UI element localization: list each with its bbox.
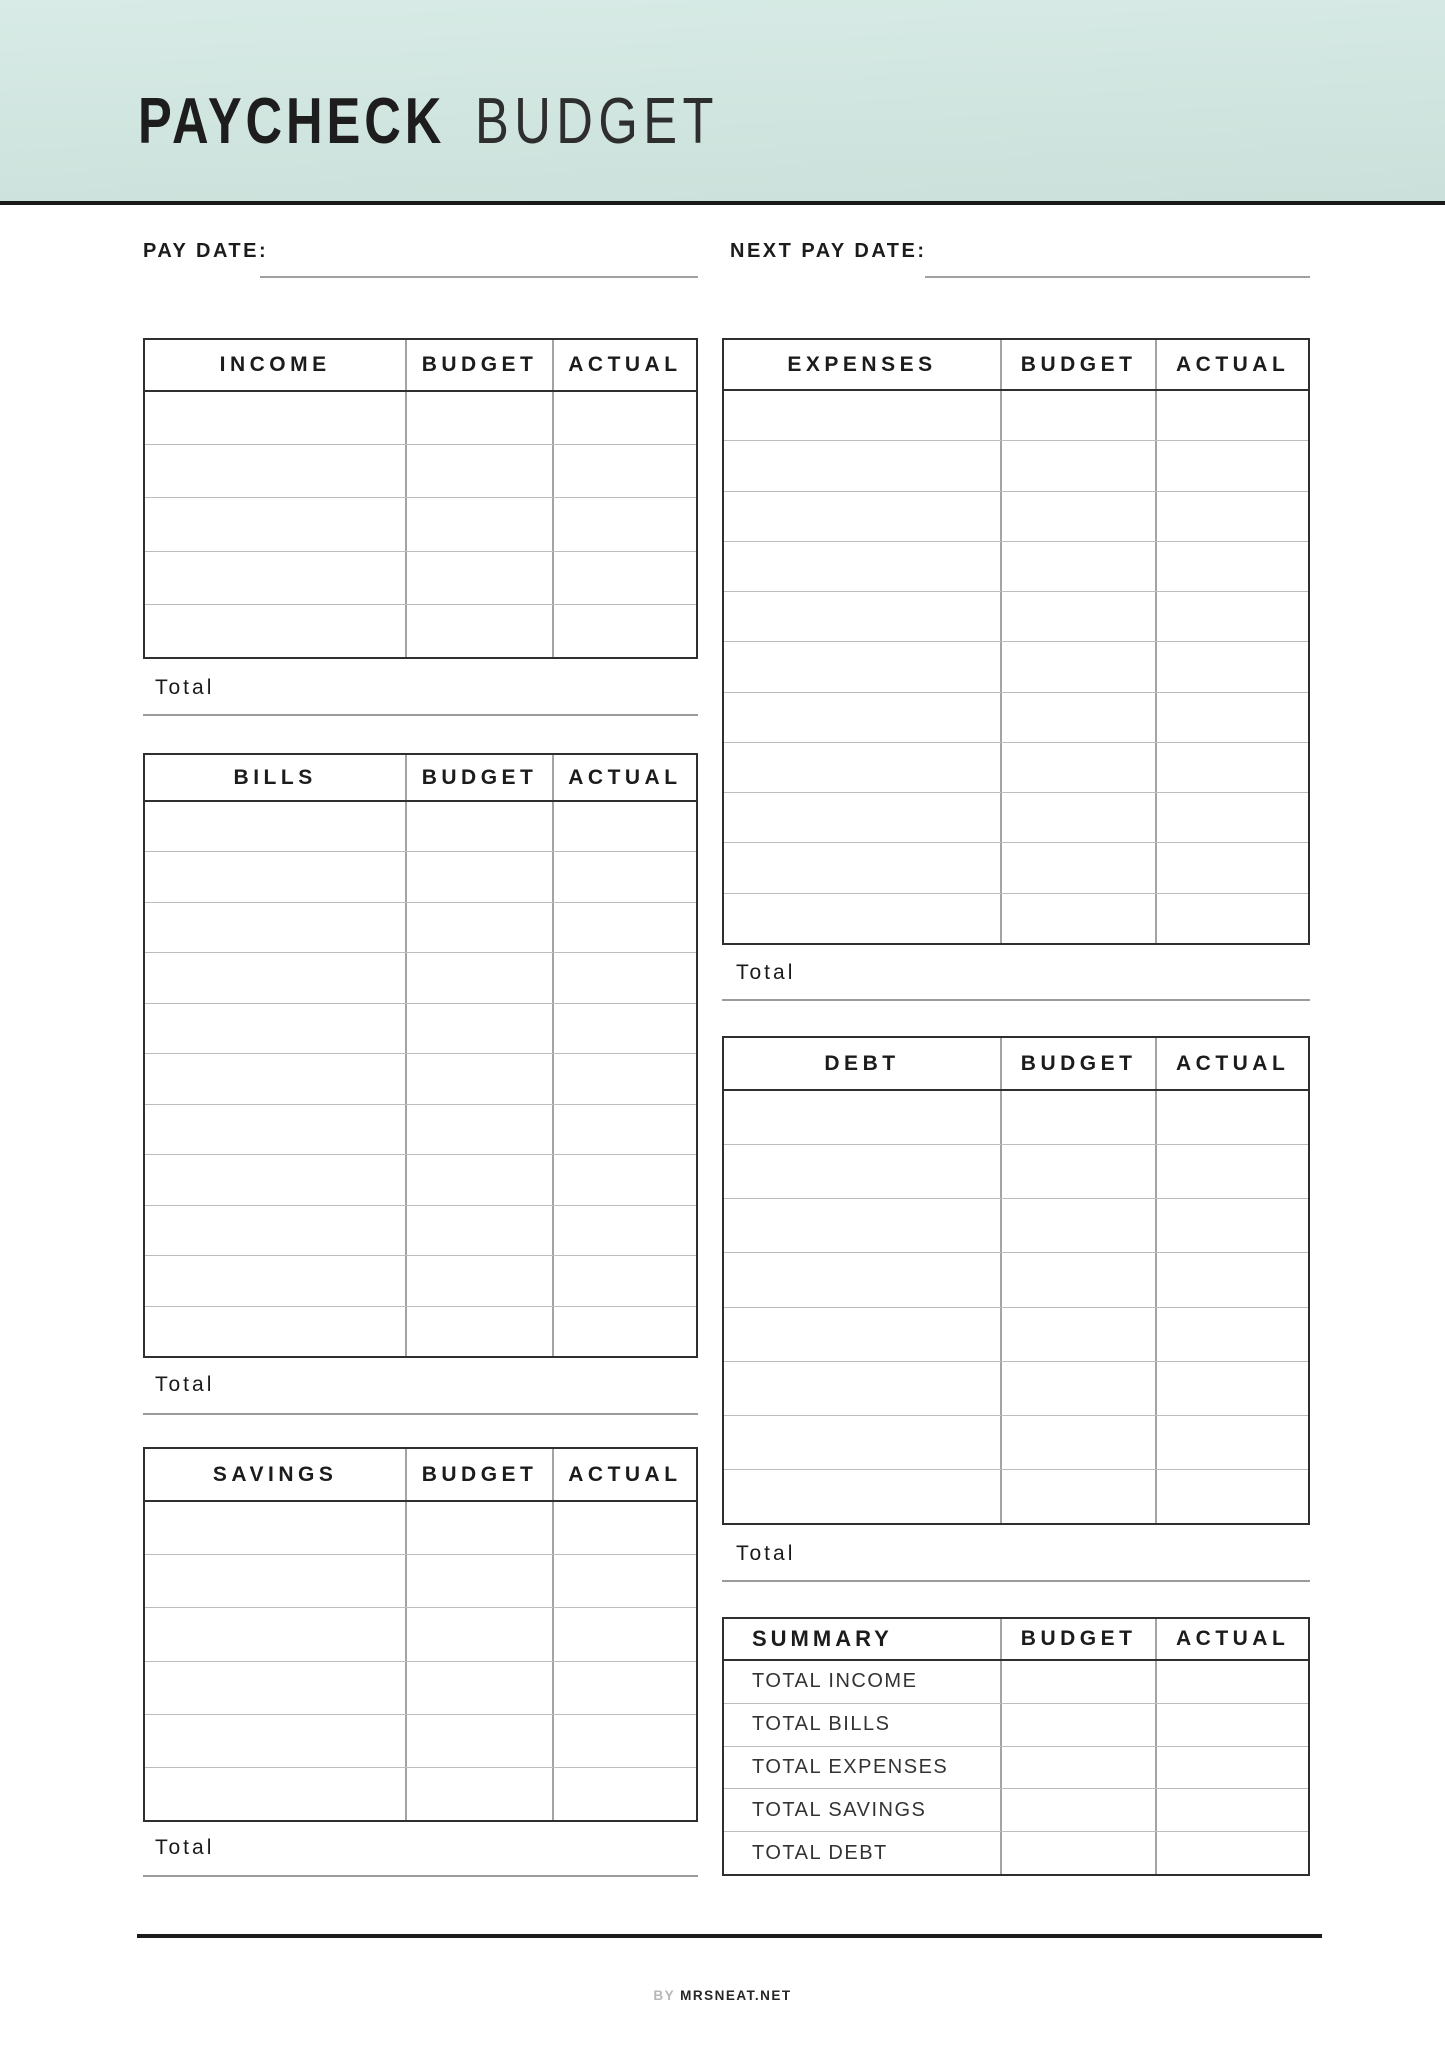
footer-rule [137, 1934, 1322, 1938]
table-row [724, 642, 1308, 692]
table-row [724, 793, 1308, 843]
debt-cell [1002, 1362, 1157, 1415]
table-row [145, 1768, 696, 1820]
savings-table [143, 1447, 698, 1822]
income-cell [407, 392, 554, 444]
savings-cell [407, 1662, 554, 1714]
summary-row-label: TOTAL DEBT [724, 1832, 1002, 1874]
income-total-line [143, 714, 698, 716]
expenses-cell [1157, 693, 1308, 742]
expenses-total-label: Total [736, 961, 796, 984]
debt-cell [1002, 1416, 1157, 1469]
bills-cell [145, 1155, 407, 1204]
income-total-label: Total [155, 676, 215, 699]
savings-cell [554, 1608, 696, 1660]
income-cell [145, 392, 407, 444]
table-row [145, 1206, 696, 1256]
debt-cell [724, 1308, 1002, 1361]
table-row [724, 1704, 1308, 1747]
expenses-table [722, 338, 1310, 945]
debt-header-cell: ACTUAL [1175, 1051, 1290, 1075]
debt-total-label: Total [736, 1542, 796, 1565]
expenses-cell [724, 743, 1002, 792]
income-header-cell: ACTUAL [568, 353, 682, 376]
table-row [145, 498, 696, 551]
expenses-header-cell: ACTUAL [1175, 352, 1290, 376]
debt-cell [1157, 1145, 1308, 1198]
expenses-header-cell: BUDGET [1002, 340, 1157, 389]
debt-total-line [722, 1580, 1310, 1582]
expenses-cell [724, 492, 1002, 541]
bills-cell [407, 1206, 554, 1255]
savings-cell [554, 1555, 696, 1607]
debt-cell [1002, 1470, 1157, 1523]
footer-by: BY [653, 1988, 675, 2003]
bills-cell [145, 1004, 407, 1053]
income-cell [407, 552, 554, 604]
summary-row-label: TOTAL SAVINGS [724, 1789, 1002, 1831]
summary-header-cell: ACTUAL [1175, 1627, 1290, 1650]
table-row [724, 894, 1308, 943]
expenses-cell [1157, 642, 1308, 691]
expenses-cell [724, 793, 1002, 842]
expenses-cell [1002, 492, 1157, 541]
income-cell [554, 392, 696, 444]
table-header-row [724, 1038, 1308, 1091]
income-cell [554, 605, 696, 657]
savings-cell [554, 1662, 696, 1714]
debt-cell [724, 1145, 1002, 1198]
table-row [145, 903, 696, 953]
income-cell [145, 498, 407, 550]
expenses-cell [1002, 592, 1157, 641]
table-row [724, 1832, 1308, 1874]
savings-cell [407, 1768, 554, 1820]
bills-cell [145, 852, 407, 901]
table-row [145, 605, 696, 657]
debt-cell [1002, 1199, 1157, 1252]
bills-cell [407, 1256, 554, 1305]
expenses-header-cell: EXPENSES [724, 340, 1002, 389]
expenses-cell [1157, 441, 1308, 490]
expenses-cell [1157, 793, 1308, 842]
table-row [724, 843, 1308, 893]
expenses-cell [724, 391, 1002, 440]
bills-cell [407, 802, 554, 851]
bills-total-line [143, 1413, 698, 1415]
expenses-cell [724, 693, 1002, 742]
pay-date-line [260, 276, 698, 278]
page-title [138, 84, 719, 157]
title-secondary: BUDGET [474, 84, 719, 157]
savings-cell [145, 1715, 407, 1767]
bills-table [143, 753, 698, 1358]
savings-cell [407, 1555, 554, 1607]
table-row [724, 1145, 1308, 1199]
savings-cell [407, 1502, 554, 1554]
savings-header-cell: BUDGET [407, 1449, 554, 1500]
table-row [724, 492, 1308, 542]
bills-cell [407, 1155, 554, 1204]
expenses-cell [1002, 391, 1157, 440]
debt-cell [724, 1091, 1002, 1144]
table-row [145, 802, 696, 852]
debt-cell [1157, 1199, 1308, 1252]
bills-cell [554, 903, 696, 952]
income-cell [407, 605, 554, 657]
expenses-cell [1002, 743, 1157, 792]
table-body [724, 1661, 1308, 1874]
savings-cell [407, 1608, 554, 1660]
table-row [724, 1308, 1308, 1362]
expenses-total-line [722, 999, 1310, 1001]
bills-cell [554, 1054, 696, 1103]
expenses-cell [1002, 693, 1157, 742]
table-row [145, 392, 696, 445]
summary-cell [1002, 1832, 1157, 1874]
debt-cell [1002, 1091, 1157, 1144]
summary-cell [1002, 1661, 1157, 1703]
bills-cell [554, 802, 696, 851]
debt-header-cell: DEBT [724, 1038, 1002, 1089]
bills-cell [145, 1206, 407, 1255]
table-header-row [145, 340, 696, 392]
table-row [145, 1555, 696, 1608]
debt-cell [1002, 1145, 1157, 1198]
debt-cell [724, 1416, 1002, 1469]
income-cell [145, 552, 407, 604]
table-row [724, 1470, 1308, 1523]
table-row [724, 592, 1308, 642]
table-body [145, 392, 696, 657]
table-row [724, 1253, 1308, 1307]
summary-table [722, 1617, 1310, 1876]
debt-cell [1157, 1470, 1308, 1523]
expenses-cell [1002, 441, 1157, 490]
debt-cell [724, 1470, 1002, 1523]
income-cell [407, 445, 554, 497]
footer-credit [0, 1988, 1445, 2003]
table-header-row [145, 1449, 696, 1502]
expenses-cell [724, 894, 1002, 943]
debt-cell [1157, 1362, 1308, 1415]
debt-header-cell: BUDGET [1002, 1038, 1157, 1089]
table-body [724, 391, 1308, 943]
summary-row-label: TOTAL INCOME [724, 1661, 1002, 1703]
bills-cell [407, 903, 554, 952]
savings-total-label: Total [155, 1836, 215, 1859]
bills-cell [554, 1256, 696, 1305]
debt-cell [1157, 1416, 1308, 1469]
bills-cell [407, 1004, 554, 1053]
bills-cell [554, 1004, 696, 1053]
table-row [145, 1307, 696, 1356]
summary-cell [1157, 1704, 1308, 1746]
summary-cell [1157, 1747, 1308, 1789]
savings-cell [145, 1555, 407, 1607]
bills-header-cell: BILLS [145, 755, 407, 800]
bills-cell [145, 903, 407, 952]
income-cell [554, 445, 696, 497]
table-row [724, 542, 1308, 592]
table-header-row [145, 755, 696, 802]
income-header-cell: BUDGET [407, 340, 554, 390]
bills-cell [407, 953, 554, 1002]
bills-header-cell: BUDGET [407, 755, 554, 800]
summary-cell [1002, 1747, 1157, 1789]
expenses-cell [1157, 843, 1308, 892]
expenses-cell [724, 642, 1002, 691]
debt-cell [1157, 1308, 1308, 1361]
income-cell [145, 445, 407, 497]
table-row [724, 1416, 1308, 1470]
summary-row-label: TOTAL EXPENSES [724, 1747, 1002, 1789]
table-row [145, 1715, 696, 1768]
table-row [145, 1105, 696, 1155]
savings-cell [554, 1768, 696, 1820]
next-pay-date-label: NEXT PAY DATE: [730, 240, 927, 262]
table-body [145, 802, 696, 1356]
table-row [145, 1256, 696, 1306]
bills-cell [145, 802, 407, 851]
summary-cell [1157, 1789, 1308, 1831]
expenses-cell [1157, 391, 1308, 440]
summary-row-label: TOTAL BILLS [724, 1704, 1002, 1746]
table-row [724, 1362, 1308, 1416]
expenses-cell [1002, 542, 1157, 591]
bills-cell [554, 953, 696, 1002]
summary-cell [1157, 1661, 1308, 1703]
summary-header-cell: SUMMARY [724, 1619, 1002, 1659]
table-header-row [724, 340, 1308, 391]
summary-cell [1002, 1789, 1157, 1831]
bills-cell [145, 1256, 407, 1305]
savings-total-line [143, 1875, 698, 1877]
bills-cell [554, 852, 696, 901]
income-header-cell: INCOME [145, 340, 407, 390]
table-row [145, 1502, 696, 1555]
table-row [145, 1662, 696, 1715]
income-cell [145, 605, 407, 657]
bills-cell [145, 1105, 407, 1154]
summary-header-cell: BUDGET [1002, 1619, 1157, 1659]
debt-table [722, 1036, 1310, 1525]
table-body [724, 1091, 1308, 1523]
bills-cell [407, 852, 554, 901]
table-row [724, 1747, 1308, 1790]
table-row [145, 1608, 696, 1661]
income-cell [407, 498, 554, 550]
summary-cell [1002, 1704, 1157, 1746]
debt-cell [1002, 1308, 1157, 1361]
footer-brand: MRSNEAT.NET [680, 1988, 792, 2003]
debt-cell [724, 1253, 1002, 1306]
table-row [145, 445, 696, 498]
table-row [724, 693, 1308, 743]
expenses-cell [1002, 894, 1157, 943]
expenses-cell [1002, 843, 1157, 892]
bills-cell [554, 1307, 696, 1356]
bills-cell [554, 1155, 696, 1204]
bills-total-label: Total [155, 1373, 215, 1396]
expenses-cell [1157, 492, 1308, 541]
expenses-cell [1157, 894, 1308, 943]
bills-cell [407, 1307, 554, 1356]
table-body [145, 1502, 696, 1820]
debt-cell [724, 1362, 1002, 1415]
bills-cell [554, 1105, 696, 1154]
table-row [145, 852, 696, 902]
expenses-cell [1157, 592, 1308, 641]
bills-cell [145, 953, 407, 1002]
bills-cell [145, 1054, 407, 1103]
expenses-cell [724, 441, 1002, 490]
table-row [724, 1789, 1308, 1832]
expenses-cell [724, 843, 1002, 892]
savings-cell [145, 1608, 407, 1660]
table-row [145, 953, 696, 1003]
table-row [724, 441, 1308, 491]
expenses-cell [1157, 542, 1308, 591]
income-cell [554, 498, 696, 550]
income-table [143, 338, 698, 659]
savings-cell [554, 1502, 696, 1554]
pay-date-label: PAY DATE: [143, 240, 269, 262]
debt-cell [1157, 1091, 1308, 1144]
table-row [724, 1661, 1308, 1704]
table-header-row [724, 1619, 1308, 1661]
table-row [145, 1004, 696, 1054]
table-row [145, 552, 696, 605]
debt-cell [724, 1199, 1002, 1252]
expenses-cell [724, 592, 1002, 641]
expenses-cell [1002, 793, 1157, 842]
summary-cell [1157, 1832, 1308, 1874]
savings-cell [145, 1502, 407, 1554]
debt-cell [1002, 1253, 1157, 1306]
header-band [0, 0, 1445, 205]
income-cell [554, 552, 696, 604]
bills-cell [407, 1054, 554, 1103]
debt-cell [1157, 1253, 1308, 1306]
bills-cell [145, 1307, 407, 1356]
bills-cell [407, 1105, 554, 1154]
savings-cell [145, 1768, 407, 1820]
table-row [145, 1155, 696, 1205]
savings-cell [145, 1662, 407, 1714]
savings-header-cell: ACTUAL [568, 1462, 682, 1486]
savings-cell [554, 1715, 696, 1767]
savings-cell [407, 1715, 554, 1767]
bills-header-cell: ACTUAL [568, 765, 682, 789]
table-row [145, 1054, 696, 1104]
table-row [724, 743, 1308, 793]
savings-header-cell: SAVINGS [145, 1449, 407, 1500]
table-row [724, 391, 1308, 441]
expenses-cell [1157, 743, 1308, 792]
next-pay-date-line [925, 276, 1310, 278]
table-row [724, 1091, 1308, 1145]
expenses-cell [1002, 642, 1157, 691]
bills-cell [554, 1206, 696, 1255]
title-primary: PAYCHECK [138, 84, 446, 157]
expenses-cell [724, 542, 1002, 591]
table-row [724, 1199, 1308, 1253]
